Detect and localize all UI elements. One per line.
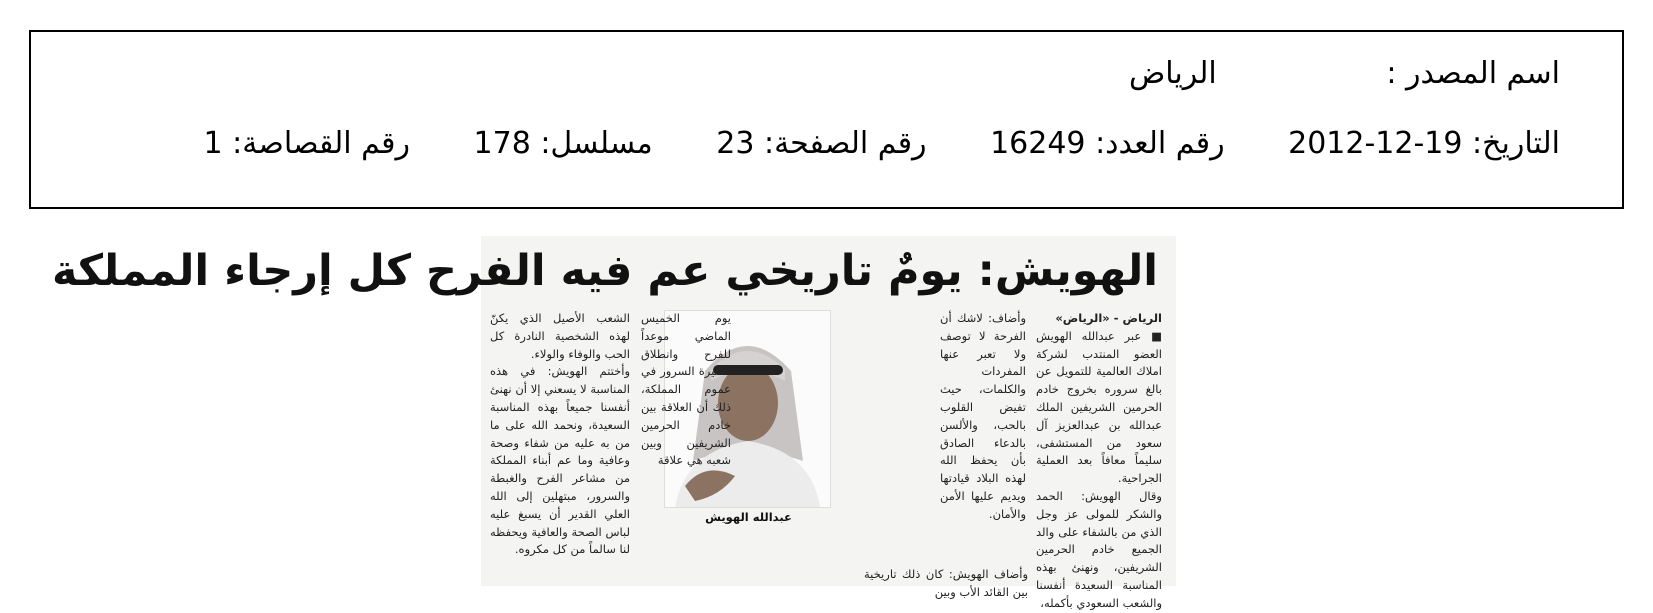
article-column-1-text: ■ عبر عبدالله الهويش العضو المنتدب لشركة املاك العالمية للتمويل عن بالغ سروره بخروج خادم الحرمين الشريفين الملك عبدالله بن عبدالعزيز آل سعود من المستشفى، سليماً معافاً بعد العملية الجراحية. وقال الهويش: الحمد والشكر للمولى عز وجل الذي من بالشفاء على والد الجميع خادم الحرمين الشريفين، ونهنئ بهذه المناسبة السعيدة أنفسنا والشعب السعودي بأكمله، [1036,328,1162,610]
issue-label: رقم العدد: [1095,126,1225,161]
article-column-3: يوم الخميس الماضي موعداً للفرح وانطلاق مسيرة السرور في عموم المملكة، ذلك أن العلاقة بين خادم الحرمين الشريفين وبين شعبه هي علاقة [641,311,731,468]
article-column-2: وأضاف: لاشك أن الفرحة لا توصف ولا تعبر عنها المفردات والكلمات، حيث تفيض القلوب بالحب، والألسن بالدعاء الصادق بأن يحفظ الله لهذه البلاد قيادتها ويديم عليها الأمن والأمان. [940,311,1026,521]
date-label: التاريخ: [1472,126,1560,161]
clip-label: رقم القصاصة: [232,126,410,161]
article-column-1 [1036,310,1162,610]
serial-label: مسلسل: [540,126,653,161]
article-column-2-tail: وأضاف الهويش: كان ذلك تاريخية بين القائد الأب وبين [864,567,1028,599]
newspaper-clipping [51,236,1176,610]
photo-caption: عبدالله الهويش [705,510,792,524]
date-value: 2012-12-19 [1288,126,1463,161]
article-column-4: الشعب الأصيل الذي يكنّ لهذه الشخصية النادرة كل الحب والوفاء والولاء. وأختتم الهويش: في هذه المناسبة لا يسعني إلا أن نهنئ أنفسنا جميعاً بهذه المناسبة السعيدة، ونحمد الله على ما من به عليه من شفاء وصحة وعافية وما عم أبناء المملكة من مشاعر الفرح والغبطة والسرور، مبتهلين إلى الله العلي القدير أن يسبغ عليه لباس الصحة والعافية ويحفظه لنا سالماً من كل مكروه. [490,311,630,557]
serial-value: 178 [473,126,531,161]
source-info-box [29,30,1624,209]
clip-value: 1 [203,126,223,161]
source-label: اسم المصدر : [1386,56,1560,91]
issue-value: 16249 [990,126,1086,161]
article-dateline: الرياض - «الرياض» [1055,311,1162,325]
details-row [204,126,1560,161]
article-headline: الهويش: يومٌ تاريخي عم فيه الفرح كل إرجاء المملكة [51,246,1158,296]
source-row [1129,56,1560,91]
page-value: 23 [716,126,755,161]
source-value: الرياض [1128,56,1217,91]
page-label: رقم الصفحة: [763,126,927,161]
